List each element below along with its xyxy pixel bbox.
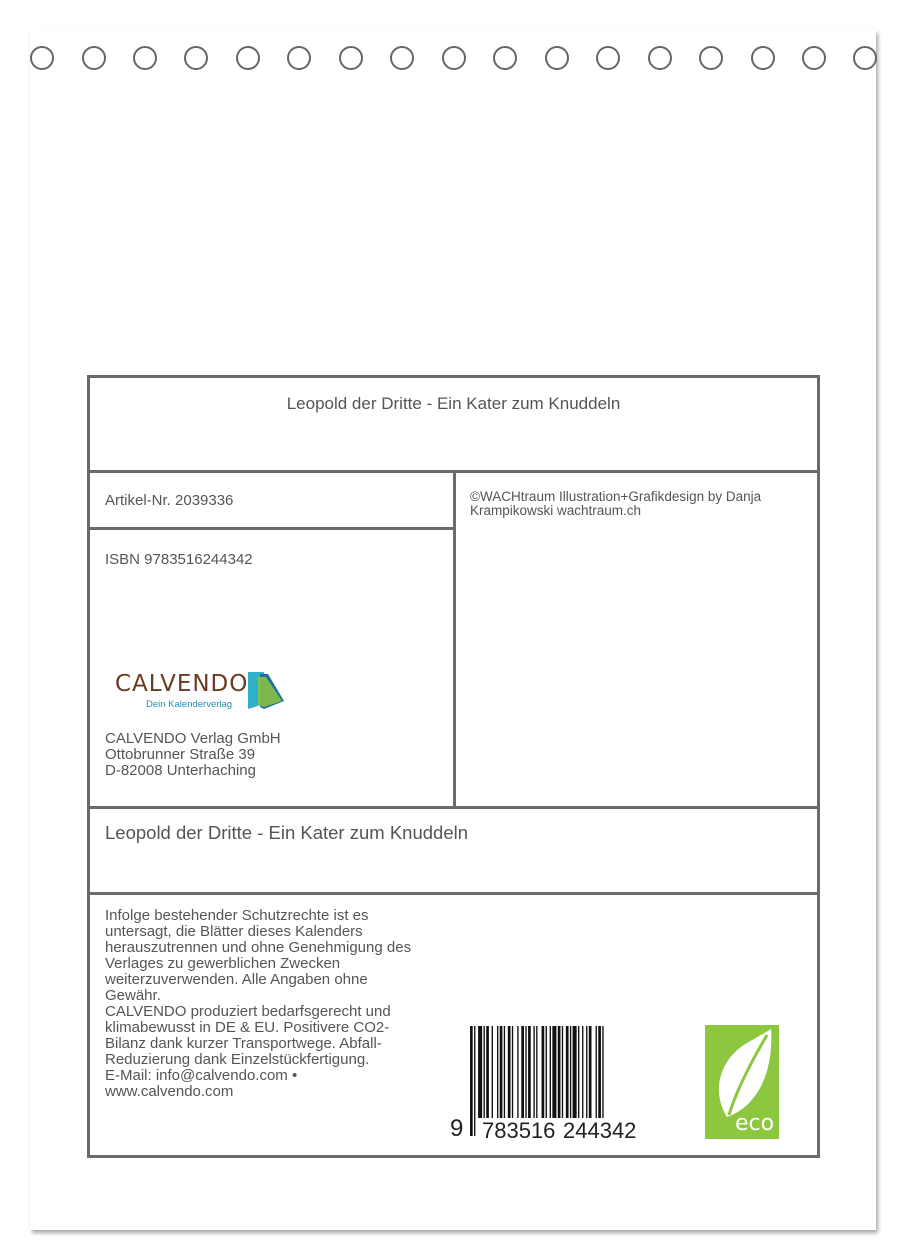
binding-ring	[133, 46, 157, 70]
publisher-address-line: Ottobrunner Straße 39	[105, 746, 256, 763]
info-card	[87, 375, 820, 1158]
article-number: Artikel-Nr. 2039336	[105, 492, 234, 509]
calvendo-logo	[115, 671, 295, 717]
barcode-digits: 244342	[563, 1118, 637, 1143]
spiral-binding	[0, 46, 905, 72]
calvendo-mark-icon	[246, 671, 286, 711]
binding-ring	[30, 46, 54, 70]
barcode-digits: 783516	[482, 1118, 556, 1143]
legal-notice: Infolge bestehender Schutzrechte ist es untersagt, die Blätter dieses Kalenders herauszutrennen und ohne Genehmigung des Verlages zu gewerblichen Zwecken weiterzuverwenden. Alle Angaben ohne Gewähr. CALVENDO produziert bedarfsgerecht und klimabewusst in DE & EU. Positivere CO2- Bilanz dank kurzer Transportwege. Abfall- Reduzierung dank Einzelstückfertigung. E-Mail: info@calvendo.com • www.calvendo.com	[105, 907, 412, 1100]
binding-ring	[184, 46, 208, 70]
binding-ring	[802, 46, 826, 70]
publisher-address-line: CALVENDO Verlag GmbH	[105, 730, 281, 747]
binding-ring	[82, 46, 106, 70]
card-title-top: Leopold der Dritte - Ein Kater zum Knuddeln	[286, 394, 621, 413]
binding-ring	[699, 46, 723, 70]
binding-ring	[493, 46, 517, 70]
binding-ring	[545, 46, 569, 70]
binding-ring	[339, 46, 363, 70]
barcode-digit: 9	[450, 1115, 464, 1142]
divider	[90, 892, 817, 895]
divider	[453, 470, 456, 806]
isbn-barcode	[448, 1026, 658, 1151]
logo-wordmark: CALVENDO	[115, 671, 249, 697]
eco-label: eco	[735, 1111, 775, 1136]
logo-tagline: Dein Kalenderverlag	[146, 699, 233, 710]
card-title-mid: Leopold der Dritte - Ein Kater zum Knuddeln	[105, 822, 469, 843]
divider	[90, 527, 453, 530]
publisher-address-line: D-82008 Unterhaching	[105, 762, 256, 779]
binding-ring	[853, 46, 877, 70]
copyright-notice: ©WACHtraum Illustration+Grafikdesign by Danja Krampikowski wachtraum.ch	[470, 489, 762, 518]
binding-ring	[648, 46, 672, 70]
binding-ring	[596, 46, 620, 70]
binding-ring	[442, 46, 466, 70]
binding-ring	[751, 46, 775, 70]
isbn: ISBN 9783516244342	[105, 551, 253, 568]
eco-badge	[705, 1025, 779, 1139]
binding-ring	[390, 46, 414, 70]
binding-ring	[287, 46, 311, 70]
divider	[90, 806, 817, 809]
binding-ring	[236, 46, 260, 70]
